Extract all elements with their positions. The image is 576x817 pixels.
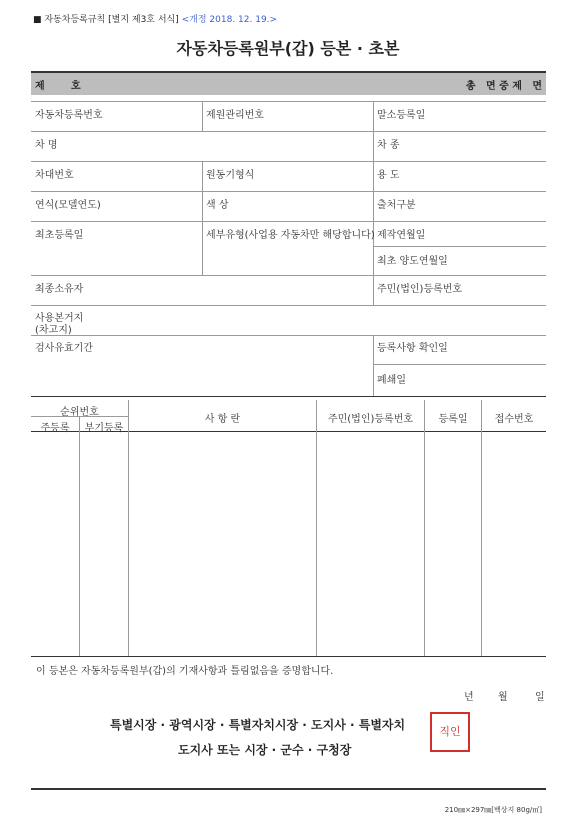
page-title: 자동차등록원부(갑) 등본 · 초본 [176,39,400,58]
label-use: 용 도 [377,170,400,181]
label-scrap-date: 폐쇄일 [377,375,406,386]
col-sub-reg: 부기등록 [84,423,124,434]
label-engine-type: 원동기형식 [206,170,255,181]
label-inspection: 검사유효기간 [35,343,93,354]
label-garage: (차고지) [35,325,72,336]
label-first-transfer: 최초 양도연월일 [377,256,448,267]
label-sub-type: 세부유형(사업용 자동차만 해당합니다) [206,230,375,241]
certification-statement: 이 등본은 자동차등록원부(갑)의 기재사항과 틀림없음을 증명합니다. [36,666,334,677]
authority-line-2: 도지사 또는 시장 · 군수 · 구청장 [178,743,352,757]
number-band: 제 호 총 면 중 제 면 [31,71,546,95]
form-reference: ■ 자동차등록규칙 [별지 제3호 서식] <개정 2018. 12. 19.> [33,15,278,25]
label-cancel-date: 말소등록일 [377,110,426,121]
label-confirm-date: 등록사항 확인일 [377,343,448,354]
label-car-type: 차 종 [377,140,400,151]
label-origin: 출처구분 [377,200,416,211]
official-seal: 직인 [430,712,470,752]
label-last-owner: 최종소유자 [35,284,84,295]
label-color: 색 상 [206,200,229,211]
revision-note: <개정 2018. 12. 19.> [181,15,278,25]
label-model-year: 연식(모델연도) [35,200,101,211]
label-resident-no: 주민(법인)등록번호 [377,284,463,295]
col-items: 사 항 란 [204,414,241,425]
date-month: 월 [498,692,508,703]
col-seq: 순위번호 [60,407,99,418]
label-mgmt-no: 제원관리번호 [206,110,264,121]
label-manufacture-date: 제작연월일 [377,230,426,241]
label-chassis-no: 차대번호 [35,170,74,181]
authority-line-1: 특별시장 · 광역시장 · 특별자치시장 · 도지사 · 특별자치 [110,718,406,732]
label-reg-no: 자동차등록번호 [35,110,103,121]
label-first-reg: 최초등록일 [35,230,84,241]
date-year: 년 [464,692,474,703]
date-day: 일 [535,692,545,703]
col-receipt-no: 접수번호 [494,414,534,425]
col-resident-no: 주민(법인)등록번호 [327,414,414,425]
paper-spec: 210㎜×297㎜[백상지 80g/㎡] [444,806,542,814]
label-base-location: 사용본거지 [35,313,84,324]
col-reg-date: 등록일 [438,414,468,425]
col-main-reg: 주등록 [40,423,70,434]
label-car-name: 차 명 [35,140,58,151]
